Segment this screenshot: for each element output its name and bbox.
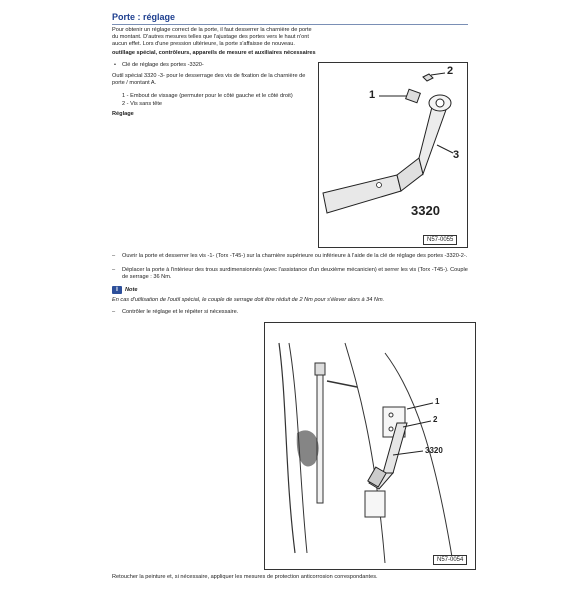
tool-illustration (319, 63, 467, 247)
dash-icon: – (112, 253, 116, 259)
tool-item: Clé de réglage des portes -3320- (122, 62, 204, 68)
part-item: 2 - Vis sans tête (122, 101, 163, 107)
tools-heading: outillage spécial, contrôleurs, appareils de mesure et auxiliaires nécessaires (112, 50, 316, 56)
intro-paragraph: Pour obtenir un réglage correct de la porte, il faut desserrer la charnière de porte du montant. D'autres mesures telles que l'ajustage des portes vers le haut n'ont aucun effet. Lors d'une pression ultérieure, la porte s'affaisse de nouveau. (112, 27, 312, 47)
step-1: Ouvrir la porte et desserrer les vis -1- (Torx -T45-) sur la charnière supérieure ou inférieure à l'aide de la clé de réglage des portes -3320-2-. (122, 253, 468, 259)
part-item: 1 - Embout de vissage (permuter pour le côté gauche et le côté droit) (122, 93, 293, 99)
step-2: Déplacer la porte à l'intérieur des trous surdimensionnés (avec l'assistance d'un deuxième mécanicien) et serrer les vis (Torx -T45-). Couple de serrage : 36 Nm. (122, 267, 468, 280)
callout-2: 2 (447, 65, 454, 77)
step-3: Contrôler le réglage et le répéter si nécessaire. (122, 309, 239, 315)
dash-icon: – (112, 267, 116, 273)
tool-description: Outil spécial 3320 -3- pour le desserrage des vis de fixation de la charnière de porte / montant A. (112, 73, 306, 86)
reglage-heading: Réglage (112, 111, 134, 117)
figure-door-hinge (264, 322, 476, 570)
figure-ref: N57-0054 (433, 555, 467, 565)
note-title: Note (125, 287, 138, 293)
callout-1: 1 (435, 397, 440, 406)
page-title: Porte : réglage (112, 12, 176, 22)
figure-tool-3320 (318, 62, 468, 248)
callout-1: 1 (369, 89, 376, 101)
dash-icon: – (112, 309, 116, 315)
figure-ref: N57-0055 (423, 235, 457, 245)
note-text: En cas d'utilisation de l'outil spécial, le couple de serrage doit être réduit de 2 Nm pour s'élever alors à 34 Nm. (112, 297, 385, 303)
footer-text: Retoucher la peinture et, si nécessaire, appliquer les mesures de protection anticorrosion correspondantes. (112, 574, 378, 580)
tool-number-label: 3320 (425, 446, 443, 455)
bullet-icon: • (114, 62, 116, 68)
door-hinge-illustration (265, 323, 475, 569)
callout-2: 2 (433, 415, 438, 424)
title-divider (112, 24, 468, 25)
callout-3: 3 (453, 149, 460, 161)
info-icon: i (112, 286, 122, 294)
tool-number-label: 3320 (411, 203, 440, 218)
